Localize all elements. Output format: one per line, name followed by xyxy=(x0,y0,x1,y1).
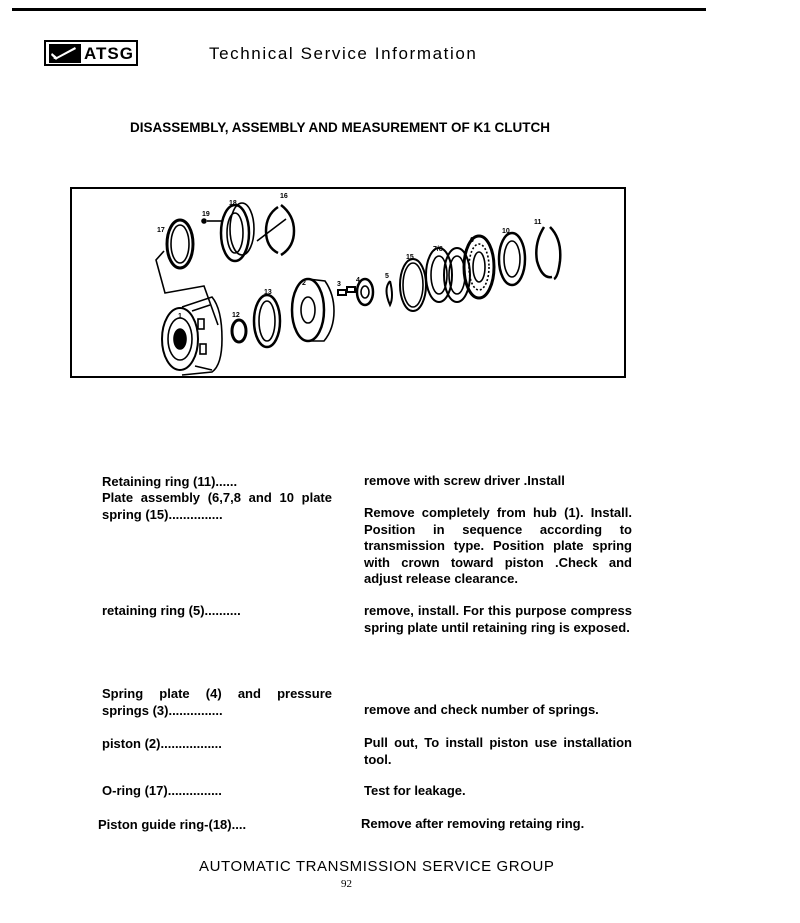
procedure-action: remove, install. For this purpose compress spring plate until retaining ring is exposed. xyxy=(364,603,632,635)
callout-label: 5 xyxy=(385,273,389,280)
atsg-logo xyxy=(44,40,138,66)
footer-title: AUTOMATIC TRANSMISSION SERVICE GROUP xyxy=(199,858,555,875)
procedure-part: piston (2)................. xyxy=(102,736,222,751)
callout-label: 7/8 xyxy=(433,246,443,253)
procedure-action: Remove after removing retaing ring. xyxy=(361,816,585,831)
callout-label: 16 xyxy=(280,193,288,200)
procedure-action: Test for leakage. xyxy=(364,783,466,798)
callout-label: 19 xyxy=(202,211,210,218)
procedure-part: Plate assembly (6,7,8 and 10 plate spring (15)............... xyxy=(102,490,332,522)
callout-label: 3 xyxy=(337,281,341,288)
procedure-action: remove with screw driver .Install xyxy=(364,473,565,488)
procedure-part: O-ring (17)............... xyxy=(102,783,222,798)
procedure-action: Remove completely from hub (1). Install. Position in sequence according to transmission type. Position plate spring with crown toward piston .Check and adjust release clearance. xyxy=(364,505,632,586)
header-title: Technical Service Information xyxy=(209,44,478,63)
callout-label: 13 xyxy=(264,289,272,296)
section-title: DISASSEMBLY, ASSEMBLY AND MEASUREMENT OF K1 CLUTCH xyxy=(130,120,551,135)
callout-label: 4 xyxy=(356,277,360,284)
callout-label: 15 xyxy=(406,254,414,261)
callout-label: 10 xyxy=(502,228,510,235)
callout-label: 17 xyxy=(157,227,165,234)
procedure-action: Pull out, To install piston use installation tool. xyxy=(364,735,632,767)
logo-text: ATSG xyxy=(84,44,134,63)
callout-label: 6 xyxy=(470,237,474,244)
page-number: 92 xyxy=(341,878,352,890)
procedure-part: Piston guide ring-(18).... xyxy=(98,817,247,832)
k1-clutch-exploded-diagram xyxy=(72,189,624,376)
procedure-part: Retaining ring (11)...... xyxy=(102,474,238,489)
logo-emblem-icon xyxy=(49,44,81,63)
callout-label: 18 xyxy=(229,200,237,207)
hub-drawing xyxy=(162,297,222,375)
exploded-view-figure xyxy=(70,187,626,378)
callout-label: 11 xyxy=(534,219,542,226)
callout-label: 12 xyxy=(232,312,240,319)
procedure-part: Spring plate (4) and pressure springs (3)............... xyxy=(102,686,332,718)
procedure-action: remove and check number of springs. xyxy=(364,702,599,717)
procedure-part: retaining ring (5).......... xyxy=(102,603,241,618)
top-rule xyxy=(12,8,706,11)
callout-label: 2 xyxy=(302,280,306,287)
callout-label: 1 xyxy=(178,313,182,320)
